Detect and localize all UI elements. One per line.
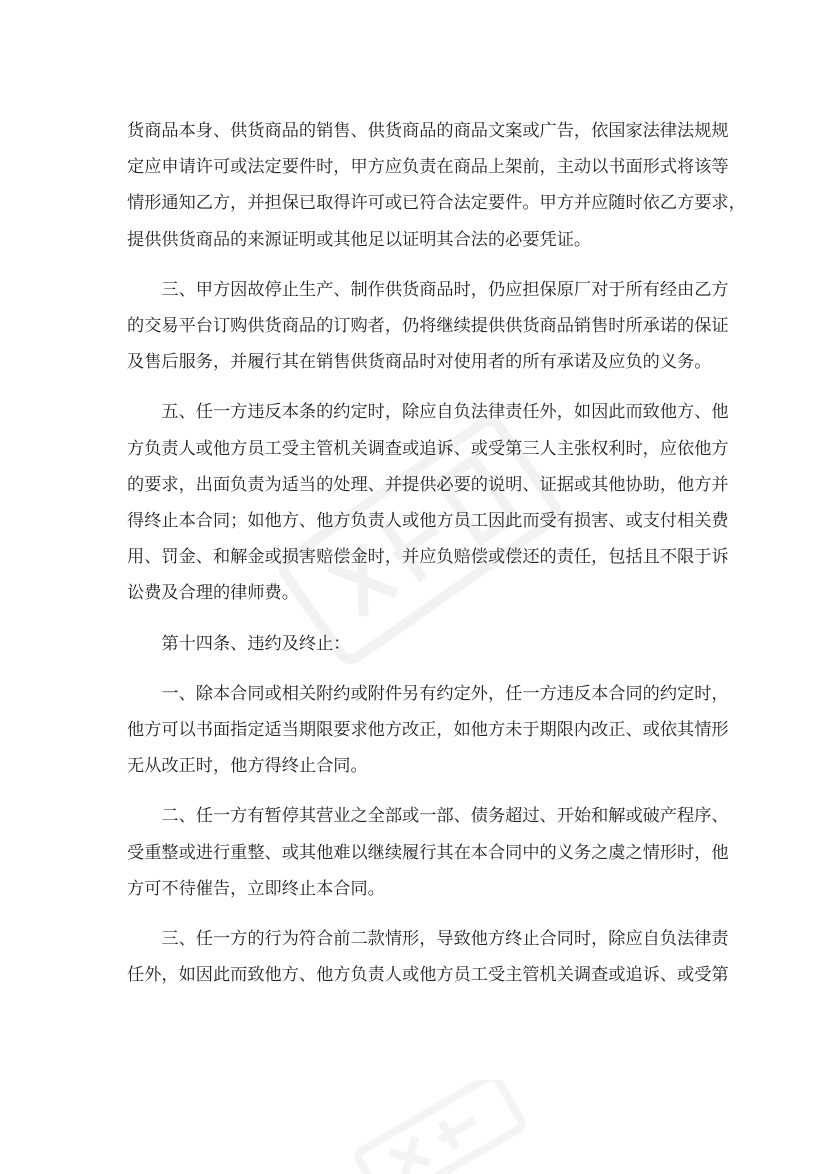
text-line: 任外，如因此而致他方、他方负责人或他方员工受主管机关调查或追诉、或受第	[127, 965, 729, 986]
paragraph-termination-two	[127, 798, 729, 907]
text-line: 货商品本身、供货商品的销售、供货商品的商品文案或广告，依国家法律法规规	[127, 121, 729, 141]
paragraph-goods-permit	[127, 113, 746, 258]
text-line: 方可不待催告，立即终止本合同。	[127, 878, 385, 899]
text-line: 他方可以书面指定适当期限要求他方改正，如他方未于期限内改正、或依其情形	[127, 720, 729, 741]
paragraph-termination-three	[127, 921, 729, 993]
text-line: 二、任一方有暂停其营业之全部或一部、债务超过、开始和解或破产程序、	[161, 806, 729, 827]
text-line: 第十四条、违约及终止：	[161, 633, 351, 654]
text-line: 无从改正时，他方得终止合同。	[127, 756, 368, 777]
paragraph-clause-five	[127, 394, 729, 611]
text-line: 提供供货商品的来源证明或其他足以证明其合法的必要凭证。	[127, 229, 592, 250]
text-line: 的交易平台订购供货商品的订购者，仍将继续提供供货商品销售时所承诺的保证	[127, 316, 729, 337]
paragraph-termination-one	[127, 676, 729, 785]
document-body	[127, 113, 746, 1007]
text-line: 五、任一方违反本条的约定时，除应自负法律责任外，如因此而致他方、他	[161, 402, 729, 423]
text-line: 得终止本合同；如他方、他方负责人或他方员工因此而受有损害、或支付相关费	[127, 511, 729, 532]
text-line: 用、罚金、和解金或损害赔偿金时，并应负赔偿或偿还的责任，包括且不限于诉	[127, 547, 729, 568]
article-fourteen-heading	[127, 626, 713, 662]
text-line: 受重整或进行重整、或其他难以继续履行其在本合同中的义务之虞之情形时，他	[127, 842, 729, 863]
text-line: 三、甲方因故停止生产、制作供货商品时，仍应担保原厂对于所有经由乙方	[161, 279, 729, 300]
text-line: 情形通知乙方，并担保已取得许可或已符合法定要件。甲方并应随时依乙方要求，	[127, 193, 746, 214]
watermark-logo-bottom	[330, 1080, 550, 1174]
text-line: 讼费及合理的律师费。	[127, 583, 299, 604]
text-line: 及售后服务，并履行其在销售供货商品时对使用者的所有承诺及应负的义务。	[127, 352, 712, 373]
text-line: 三、任一方的行为符合前二款情形，导致他方终止合同时，除应自负法律责	[161, 929, 729, 950]
paragraph-clause-three	[127, 272, 729, 381]
text-line: 的要求，出面负责为适当的处理、并提供必要的说明、证据或其他协助，他方并	[127, 474, 729, 495]
text-line: 一、除本合同或相关附约或附件另有约定外，任一方违反本合同的约定时，	[161, 683, 729, 704]
text-line: 方负责人或他方员工受主管机关调查或追诉、或受第三人主张权利时，应依他方	[127, 438, 729, 459]
text-line: 定应申请许可或法定要件时，甲方应负责在商品上架前，主动以书面形式将该等	[127, 157, 729, 178]
